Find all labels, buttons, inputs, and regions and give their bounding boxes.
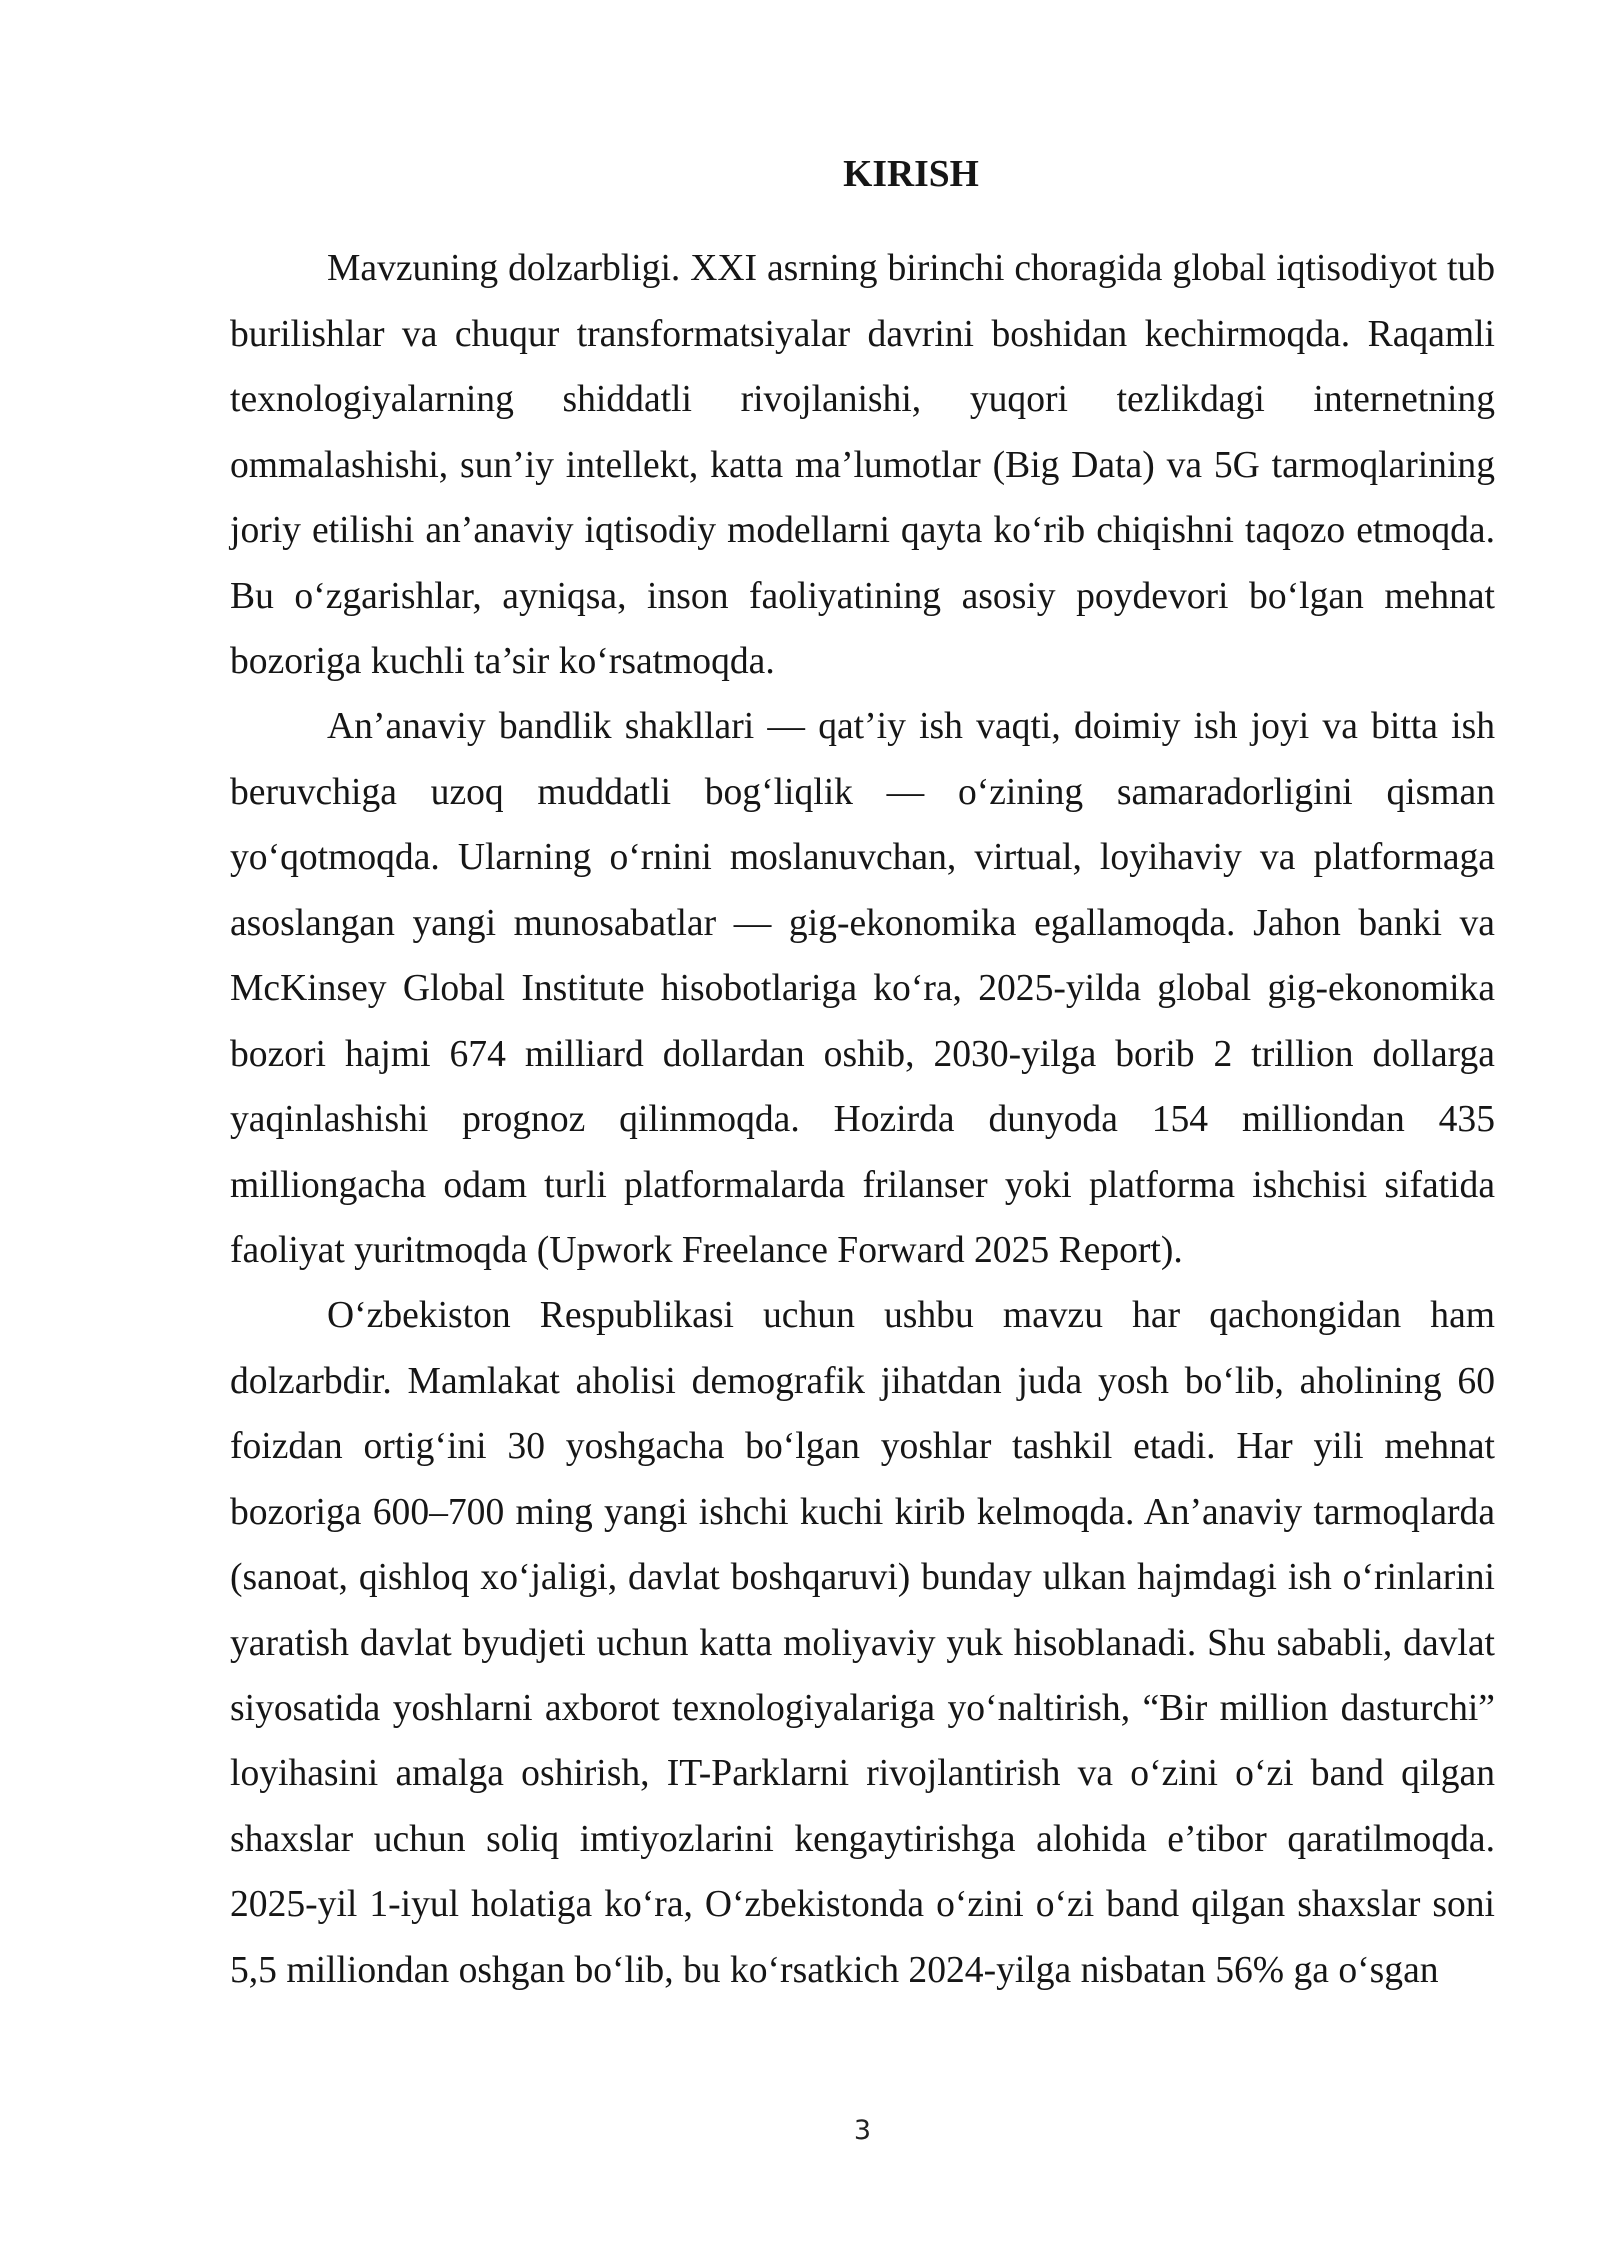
text-line: An’anaviy bandlik shakllari — qat’iy ish vaqti, doimiy ish joyi va bitta ish	[327, 706, 1495, 748]
paragraph	[230, 1283, 1495, 2003]
text-line: joriy etilishi an’anaviy iqtisodiy modellarni qayta ko‘rib chiqishni taqozo etmoqda.	[230, 510, 1495, 552]
text-line: (sanoat, qishloq xo‘jaligi, davlat boshqaruvi) bunday ulkan hajmdagi ish o‘rinlarini	[230, 1557, 1495, 1599]
text-line: burilishlar va chuqur transformatsiyalar davrini boshidan kechirmoqda. Raqamli	[230, 313, 1495, 355]
text-line: texnologiyalarning shiddatli rivojlanishi, yuqori tezlikdagi internetning	[230, 379, 1495, 421]
text-line: yo‘qotmoqda. Ularning o‘rnini moslanuvchan, virtual, loyihaviy va platformaga	[230, 837, 1495, 879]
text-line: shaxslar uchun soliq imtiyozlarini kengaytirishga alohida e’tibor qaratilmoqda.	[230, 1818, 1495, 1860]
text-line: bozori hajmi 674 milliard dollardan oshib, 2030-yilga borib 2 trillion dollarga	[230, 1033, 1495, 1075]
paragraph	[230, 236, 1495, 694]
text-line: beruvchiga uzoq muddatli bog‘liqlik — o‘zining samaradorligini qisman	[230, 771, 1495, 813]
text-line: milliongacha odam turli platformalarda frilanser yoki platforma ishchisi sifatida	[230, 1164, 1495, 1206]
text-line: McKinsey Global Institute hisobotlariga ko‘ra, 2025-yilda global gig-ekonomika	[230, 968, 1495, 1010]
text-line: siyosatida yoshlarni axborot texnologiyalariga yo‘naltirish, “Bir million dasturchi”	[230, 1688, 1495, 1730]
text-line: yaqinlashishi prognoz qilinmoqda. Hozirda dunyoda 154 milliondan 435	[230, 1099, 1495, 1141]
text-line: yaratish davlat byudjeti uchun katta moliyaviy yuk hisoblanadi. Shu sababli, davlat	[230, 1622, 1495, 1664]
text-line: faoliyat yuritmoqda (Upwork Freelance Forward 2025 Report).	[230, 1229, 1183, 1271]
text-line: O‘zbekiston Respublikasi uchun ushbu mavzu har qachongidan ham	[327, 1295, 1495, 1337]
text-line: Mavzuning dolzarbligi. XXI asrning birinchi choragida global iqtisodiyot tub	[327, 248, 1495, 290]
text-line: bozoriga kuchli ta’sir ko‘rsatmoqda.	[230, 641, 775, 683]
body-text	[230, 236, 1495, 2003]
text-line: foizdan ortig‘ini 30 yoshgacha bo‘lgan yoshlar tashkil etadi. Har yili mehnat	[230, 1426, 1495, 1468]
paragraph	[230, 694, 1495, 1283]
page-number: 3	[853, 2115, 872, 2146]
text-line: asoslangan yangi munosabatlar — gig-ekonomika egallamoqda. Jahon banki va	[230, 902, 1495, 944]
text-line: loyihasini amalga oshirish, IT-Parklarni rivojlantirish va o‘zini o‘zi band qilgan	[230, 1753, 1495, 1795]
section-title: KIRISH	[843, 154, 979, 195]
text-line: ommalashishi, sun’iy intellekt, katta ma’lumotlar (Big Data) va 5G tarmoqlarining	[230, 444, 1495, 486]
text-line: Bu o‘zgarishlar, ayniqsa, inson faoliyatining asosiy poydevori bo‘lgan mehnat	[230, 575, 1495, 617]
text-line: bozoriga 600–700 ming yangi ishchi kuchi kirib kelmoqda. An’anaviy tarmoqlarda	[230, 1491, 1495, 1533]
text-line: dolzarbdir. Mamlakat aholisi demografik jihatdan juda yosh bo‘lib, aholining 60	[230, 1360, 1495, 1402]
text-line: 2025-yil 1-iyul holatiga ko‘ra, O‘zbekistonda o‘zini o‘zi band qilgan shaxslar soni	[230, 1884, 1495, 1926]
text-line: 5,5 milliondan oshgan bo‘lib, bu ko‘rsatkich 2024-yilga nisbatan 56% ga o‘sgan	[230, 1949, 1439, 1991]
